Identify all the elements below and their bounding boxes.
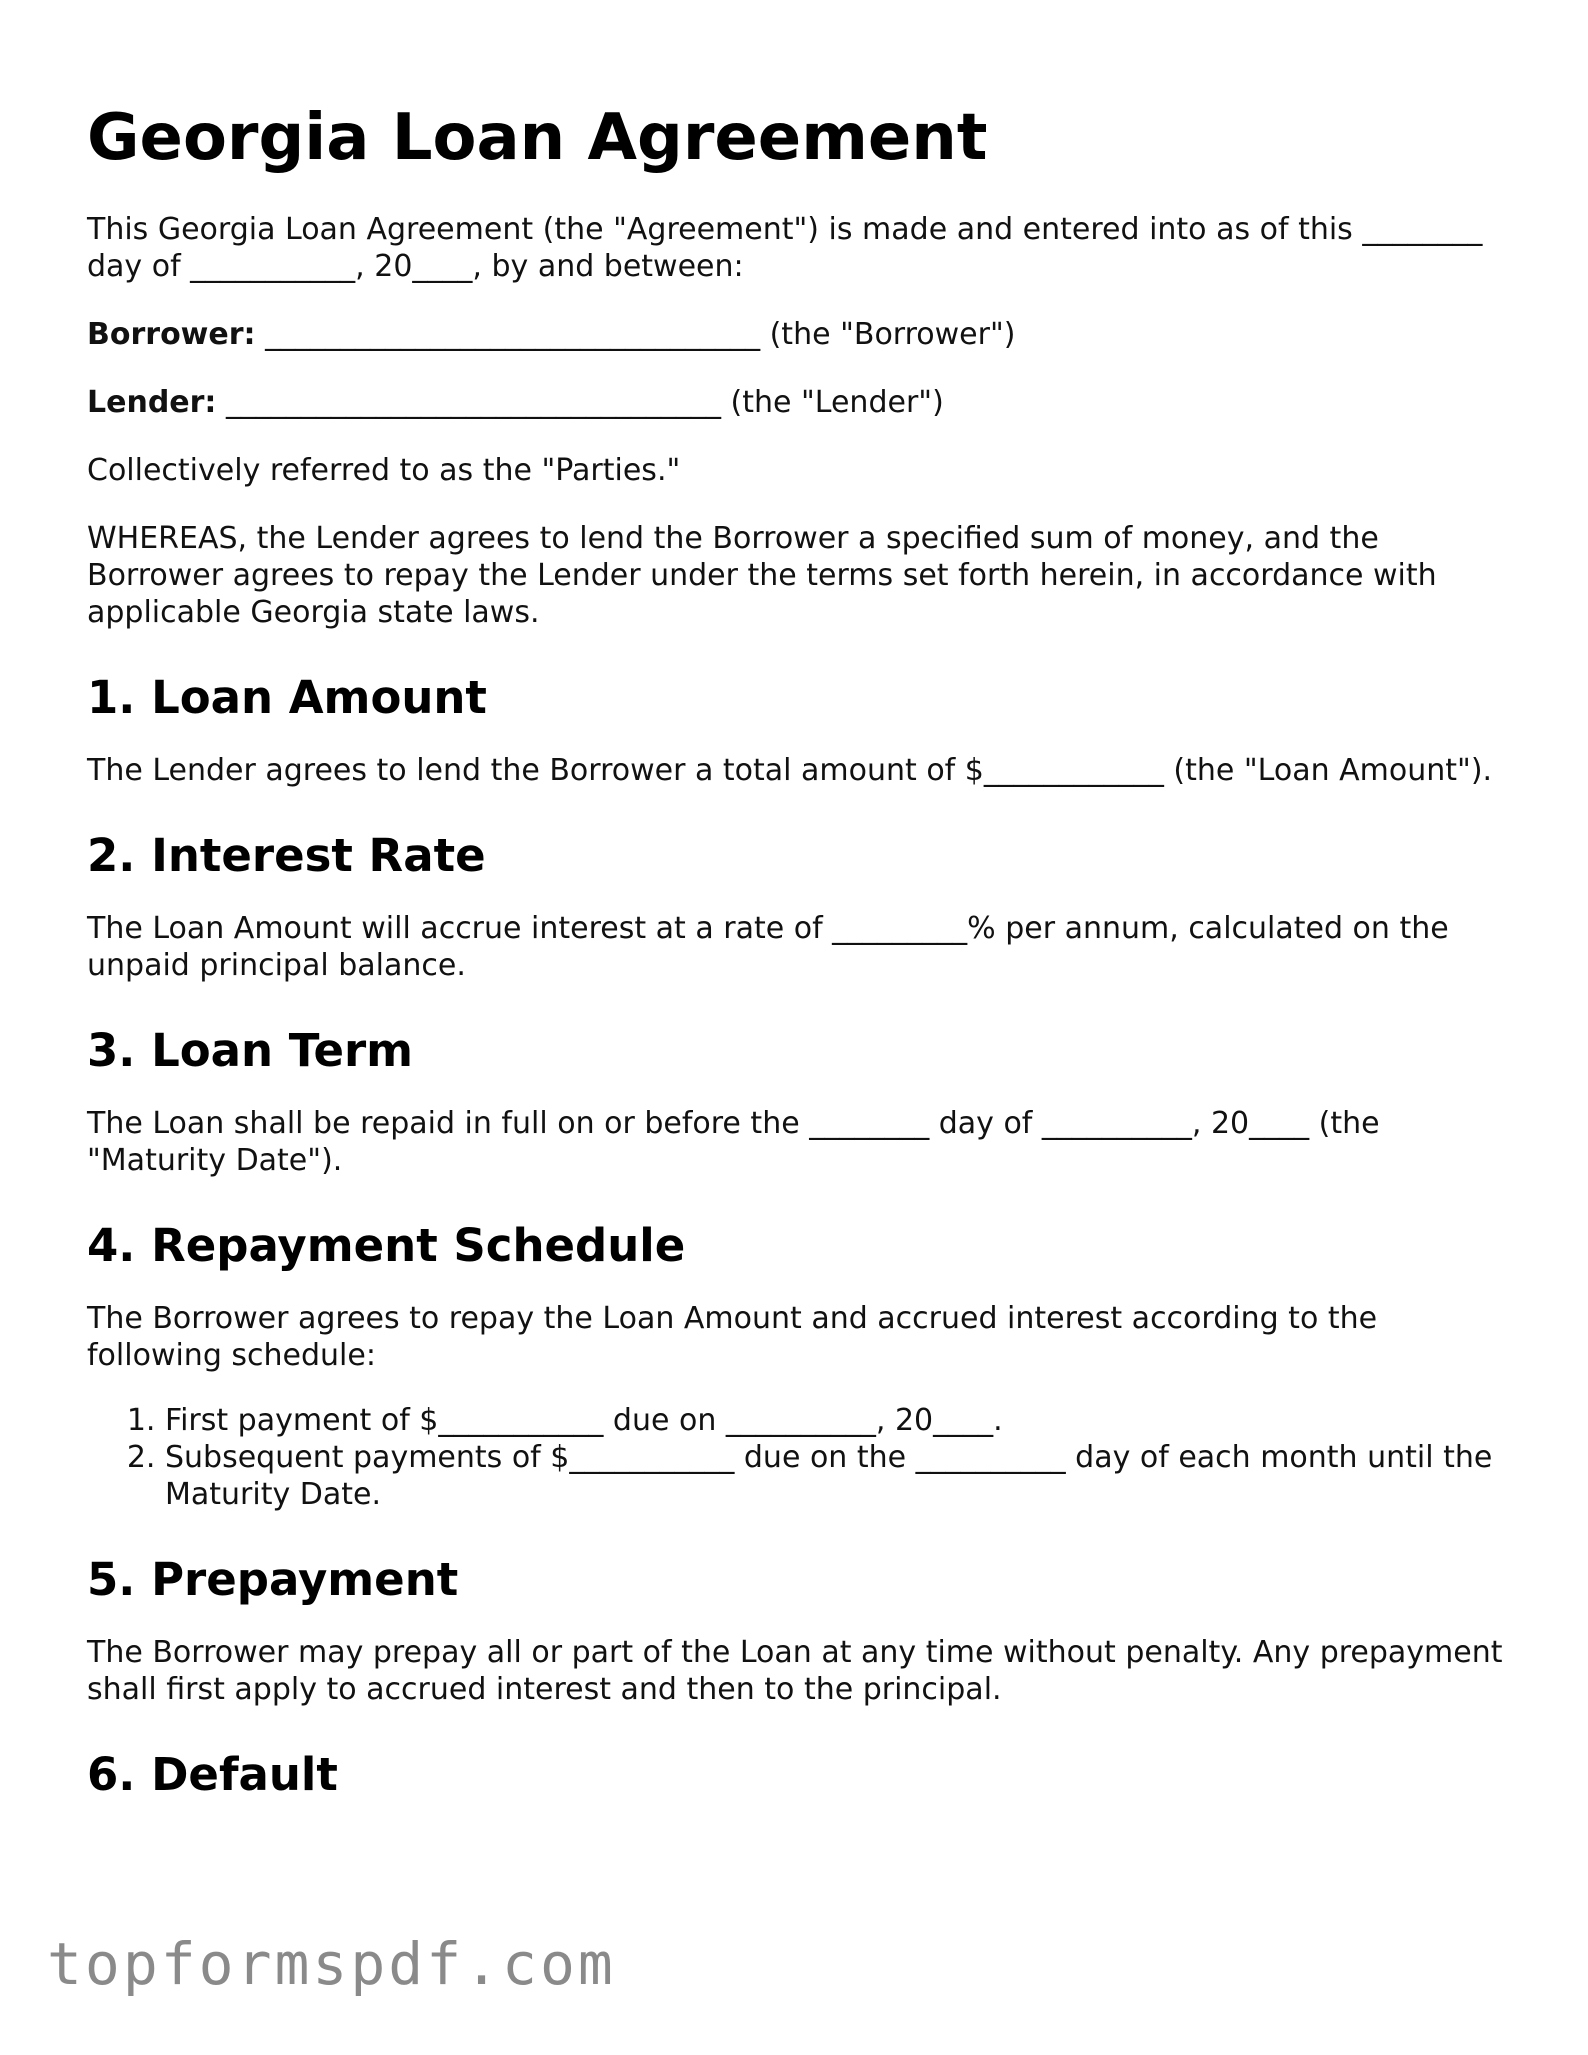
lender-line: [87, 384, 1507, 421]
section-heading-interest-rate: 2. Interest Rate: [87, 828, 486, 882]
borrower-blank: _________________________________ (the "Borrower"): [255, 316, 1016, 352]
whereas-paragraph: WHEREAS, the Lender agrees to lend the Borrower a specified sum of money, and the Borrower agrees to repay the Lender under the terms set forth herein, in accordance with applicable Georgia state laws.: [87, 520, 1437, 630]
section-text-interest-rate: The Loan Amount will accrue interest at a rate of _________% per annum, calculated on the unpaid principal balance.: [87, 910, 1449, 983]
section-heading-loan-amount: 1. Loan Amount: [87, 670, 487, 724]
list-item: 1. First payment of $___________ due on __________, 20____.: [165, 1402, 1507, 1439]
collective-paragraph: Collectively referred to as the "Parties.": [87, 452, 681, 488]
intro-paragraph: This Georgia Loan Agreement (the "Agreement") is made and entered into as of this ________ day of ___________, 20____, by and between:: [87, 211, 1483, 284]
section-heading-loan-term: 3. Loan Term: [87, 1023, 414, 1077]
watermark: topformspdf.com: [47, 1930, 616, 1998]
document-title: Georgia Loan Agreement: [87, 101, 988, 175]
repayment-schedule-list: [87, 1402, 1507, 1513]
section-heading-prepayment: 5. Prepayment: [87, 1552, 459, 1606]
list-item: 2. Subsequent payments of $___________ due on the __________ day of each month until the Maturity Date.: [165, 1439, 1507, 1513]
section-text-prepayment: The Borrower may prepay all or part of the Loan at any time without penalty. Any prepayment shall first apply to accrued interest and then to the principal.: [87, 1634, 1503, 1707]
borrower-label: Borrower:: [87, 316, 256, 352]
lender-label: Lender:: [87, 384, 217, 420]
section-text-repayment-schedule: The Borrower agrees to repay the Loan Amount and accrued interest according to the following schedule:: [87, 1300, 1378, 1373]
document-page: [87, 100, 1507, 1829]
section-heading-default: 6. Default: [87, 1747, 338, 1801]
lender-blank: _________________________________ (the "Lender"): [216, 384, 944, 420]
section-text-loan-term: The Loan shall be repaid in full on or before the ________ day of __________, 20____ (the "Maturity Date").: [87, 1105, 1380, 1178]
section-heading-repayment-schedule: 4. Repayment Schedule: [87, 1218, 686, 1272]
section-text-loan-amount: The Lender agrees to lend the Borrower a total amount of $____________ (the "Loan Amount").: [87, 752, 1493, 788]
borrower-line: [87, 316, 1507, 353]
